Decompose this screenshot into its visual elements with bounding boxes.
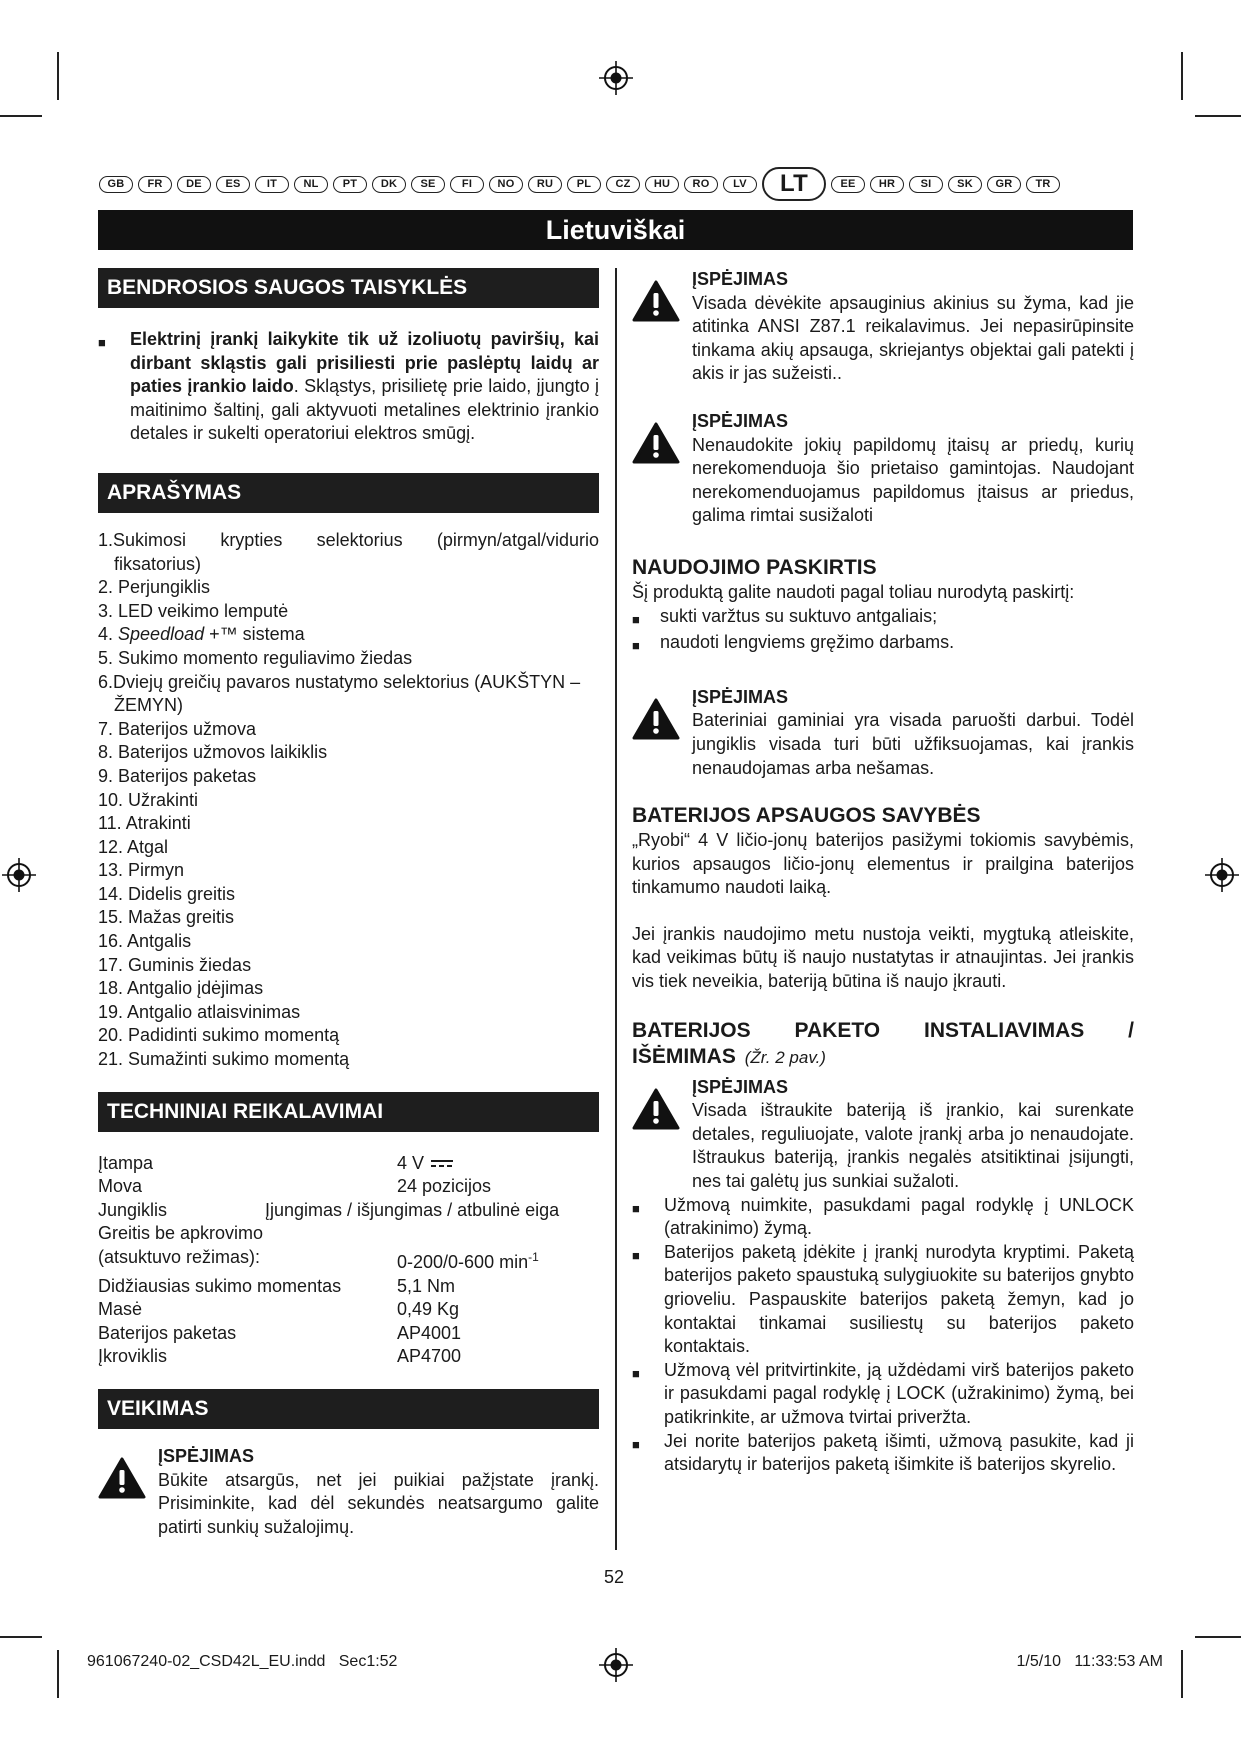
lang-badge-dk: DK	[372, 176, 406, 193]
footer-file-info: 961067240-02_CSD42L_EU.indd Sec1:52	[87, 1653, 398, 1670]
registration-mark-icon	[1205, 858, 1239, 892]
speedload-name: Speedload	[118, 624, 205, 645]
safety-rule-bold: Elektrinį įrankį laikykite tik už izoliuotų paviršių, kai dirbant skląstis gali prisiliesti prie paslėptų laidų ar paties įrankio laido	[130, 329, 599, 397]
warning-block	[632, 268, 1134, 386]
crop-mark	[57, 52, 59, 100]
list-item: ■ Užmovą nuimkite, pasukdami pagal rodyklę į UNLOCK (atrakinimo) žymą.	[632, 1194, 1134, 1241]
warning-title: ĮSPĖJIMAS	[692, 269, 789, 289]
list-item-number: 4.	[98, 624, 114, 645]
spec-label: Įkroviklis	[98, 1346, 168, 1367]
section-heading-safety: BENDROSIOS SAUGOS TAISYKLĖS	[98, 268, 599, 308]
safety-rule	[98, 328, 599, 446]
spec-row	[98, 1152, 599, 1176]
lang-badge-gr: GR	[987, 176, 1021, 193]
spec-row	[98, 1175, 599, 1199]
list-item: 2. Perjungiklis	[98, 577, 211, 598]
registration-mark-icon	[599, 61, 633, 95]
section-heading-operation: VEIKIMAS	[98, 1389, 599, 1429]
intended-use-intro: Šį produktą galite naudoti pagal toliau nurodytą paskirtį:	[632, 581, 1075, 602]
column-divider	[615, 268, 617, 1550]
warning-block	[632, 410, 1134, 528]
warning-text: Visada dėvėkite apsauginius akinius su žyma, kad jie atitinka ANSI Z87.1 reikalavimus. Jei nepasirūpinsite tinkama akių apsauga, skriejantys objektai gali patekti į akis ir jas sužeisti..	[692, 292, 1134, 384]
spec-label: (atsuktuvo režimas):	[98, 1247, 261, 1267]
lang-badge-nl: NL	[294, 176, 328, 193]
section-heading-battery-install: BATERIJOS PAKETO INSTALIAVIMAS /	[632, 1018, 1134, 1042]
lang-badge-tr: TR	[1026, 176, 1060, 193]
list-item	[98, 623, 599, 647]
registration-mark-icon	[599, 1648, 633, 1682]
list-item: ■ Jei norite baterijos paketą išimti, užmovą pasukite, kad ji atsidarytų ir baterijos paketą išimkite iš baterijos skyrelio.	[632, 1430, 1134, 1477]
warning-triangle-icon	[98, 1457, 146, 1499]
spec-value: 24 pozicijos	[397, 1176, 492, 1197]
bullet-square-icon: ■	[632, 611, 640, 627]
list-item: 7. Baterijos užmova	[98, 718, 257, 739]
spec-row	[98, 1222, 599, 1246]
right-column	[632, 268, 1134, 1477]
lang-badge-gb: GB	[99, 176, 133, 193]
safety-rule-text: . Skląstys, prisilietę prie laido, įjungto į maitinimo šaltinį, gali aktyvuoti metalines elektrinio įrankio detales ir sukelti operatoriui elektros smūgį.	[130, 376, 599, 444]
crop-mark	[1181, 52, 1183, 100]
crop-mark	[1195, 1636, 1241, 1638]
spec-label: Baterijos paketas	[98, 1322, 237, 1343]
spec-value: 5,1 Nm	[397, 1275, 456, 1296]
spec-label: Mova	[98, 1176, 143, 1197]
section-heading-intended-use: NAUDOJIMO PASKIRTIS	[632, 555, 877, 579]
spec-row	[98, 1275, 599, 1299]
list-item: ■ naudoti lengviems gręžimo darbams.	[632, 631, 1134, 658]
warning-triangle-icon	[632, 1088, 680, 1130]
warning-triangle-icon	[632, 422, 680, 464]
figure-reference: (Žr. 2 pav.)	[744, 1047, 826, 1067]
battery-protection-p2: Jei įrankis naudojimo metu nustoja veikti, mygtuką atleiskite, kad veikimas būtų iš naujo nustatytas ir atnaujintas. Jei įrankis vis tiek neveikia, bateriją būtina iš naujo įkrauti.	[632, 923, 1134, 992]
spec-label: Įtampa	[98, 1152, 154, 1173]
lang-badge-se: SE	[411, 176, 445, 193]
warning-title: ĮSPĖJIMAS	[158, 1445, 255, 1466]
lang-badge-fr: FR	[138, 176, 172, 193]
lang-badge-fi: FI	[450, 176, 484, 193]
bullet-square-icon: ■	[632, 1365, 640, 1381]
spec-value: AP4001	[397, 1322, 462, 1343]
spec-row	[98, 1199, 599, 1223]
bullet-square-icon: ■	[632, 1436, 640, 1452]
lang-badge-it: IT	[255, 176, 289, 193]
bullet-square-icon: ■	[632, 1200, 640, 1216]
lang-badge-ro: RO	[684, 176, 718, 193]
bullet-square-icon: ■	[632, 638, 640, 654]
list-item: 21. Sumažinti sukimo momentą	[98, 1049, 350, 1070]
list-item: 20. Padidinti sukimo momentą	[98, 1025, 340, 1046]
list-item: 17. Guminis žiedas	[98, 954, 252, 975]
lang-badge-de: DE	[177, 176, 211, 193]
warning-text: Nenaudokite jokių papildomų įtaisų ar priedų, kurių nerekomenduoja šio prietaiso gamintojas. Naudojant nerekomenduojamus papildomus įtaisus ar priedus, galima rimtai susižaloti	[692, 434, 1134, 526]
list-item: 11. Atrakinti	[98, 813, 191, 834]
lang-badge-pl: PL	[567, 176, 601, 193]
lang-badge-lv: LV	[723, 176, 757, 193]
page-number: 52	[604, 1567, 625, 1587]
warning-title: ĮSPĖJIMAS	[692, 410, 789, 431]
lang-badge-es: ES	[216, 176, 250, 193]
warning-triangle-icon	[632, 280, 680, 322]
warning-text: Būkite atsargūs, net jei puikiai pažįstate įrankį. Prisiminkite, kad dėl sekundės neatsargumo galite patirti sunkių sužalojimų.	[158, 1469, 599, 1537]
list-item: 9. Baterijos paketas	[98, 765, 257, 786]
lang-badge-no: NO	[489, 176, 523, 193]
spec-value: AP4700	[397, 1346, 462, 1367]
left-column	[98, 268, 599, 1539]
specs-table	[98, 1152, 599, 1369]
crop-mark	[1181, 1650, 1183, 1698]
list-item: 14. Didelis greitis	[98, 883, 236, 904]
lang-badge-hr: HR	[870, 176, 904, 193]
list-item: 19. Antgalio atlaisvinimas	[98, 1001, 301, 1022]
section-heading-specs: TECHNINIAI REIKALAVIMAI	[98, 1092, 599, 1132]
list-item: 16. Antgalis	[98, 931, 192, 952]
crop-mark	[1195, 115, 1241, 117]
list-item: 10. Užrakinti	[98, 789, 199, 810]
spec-value: 4 V	[397, 1152, 453, 1176]
language-bar	[99, 166, 1139, 202]
spec-value: 0-200/0-600 $\min^{-1}$	[397, 1250, 539, 1272]
list-item: 12. Atgal	[98, 836, 169, 857]
footer-timestamp: 1/5/10 11:33:53 AM	[1016, 1653, 1163, 1670]
spec-row	[98, 1298, 599, 1322]
lang-badge-ee: EE	[831, 176, 865, 193]
list-item: 15. Mažas greitis	[98, 907, 235, 928]
warning-triangle-icon	[632, 698, 680, 740]
crop-mark	[57, 1650, 59, 1698]
crop-mark	[0, 115, 42, 117]
battery-install-heading-line2: IŠĖMIMAS (Žr. 2 pav.)	[632, 1044, 826, 1068]
warning-block	[632, 686, 1134, 780]
parts-list	[98, 529, 599, 1072]
bullet-square-icon: ■	[98, 335, 106, 350]
spec-label: Didžiausias sukimo momentas	[98, 1275, 342, 1296]
dc-symbol-icon	[431, 1159, 453, 1169]
section-heading-description: APRAŠYMAS	[98, 473, 599, 513]
warning-block	[632, 1076, 1134, 1194]
warning-title: ĮSPĖJIMAS	[692, 686, 789, 707]
spec-label: Masė	[98, 1299, 143, 1320]
speedload-suffix: +™ sistema	[204, 624, 305, 645]
crop-mark	[0, 1636, 42, 1638]
list-item: 6.Dviejų greičių pavaros nustatymo selektorius (AUKŠTYN – ŽEMYN)	[98, 671, 581, 716]
lang-badge-cz: CZ	[606, 176, 640, 193]
lang-badge-si: SI	[909, 176, 943, 193]
list-item: 8. Baterijos užmovos laikiklis	[98, 742, 328, 763]
spec-unit-exponent: -1	[528, 1250, 539, 1264]
lang-badge-lt-active: LT	[762, 167, 826, 201]
list-item: 13. Pirmyn	[98, 860, 185, 881]
registration-mark-icon	[2, 858, 36, 892]
list-item: 1.Sukimosi krypties selektorius (pirmyn/atgal/vidurio fiksatorius)	[98, 529, 599, 574]
warning-block	[98, 1445, 599, 1539]
list-item: ■ Užmovą vėl pritvirtinkite, ją uždėdami virš baterijos paketo ir pasukdami pagal rodyklę į LOCK (užrakinimo) žymą, bei patikrinkite, ar užmova tvirtai priveržta.	[632, 1359, 1134, 1430]
lang-badge-ru: RU	[528, 176, 562, 193]
section-heading-battery-protection: BATERIJOS APSAUGOS SAVYBĖS	[632, 804, 981, 828]
spec-value: 0,49 Kg	[397, 1299, 460, 1320]
spec-row	[98, 1246, 599, 1275]
spec-label: Jungiklis	[98, 1199, 168, 1220]
lang-badge-pt: PT	[333, 176, 367, 193]
spec-label: Greitis be apkrovimo	[98, 1223, 264, 1244]
page-title: Lietuviškai	[98, 210, 1133, 250]
spec-row	[98, 1345, 599, 1369]
battery-protection-p1: „Ryobi“ 4 V ličio-jonų baterijos pasižymi tokiomis savybėmis, kurios apsaugos ličio-jonų elementus ir prailgina baterijos tinkamumo naudoti laiką.	[632, 830, 1134, 898]
list-item: 5. Sukimo momento reguliavimo žiedas	[98, 647, 413, 668]
warning-title: ĮSPĖJIMAS	[692, 1076, 789, 1097]
list-item: 3. LED veikimo lemputė	[98, 600, 289, 621]
spec-value: Įjungimas / išjungimas / atbulinė eiga	[265, 1199, 560, 1220]
lang-badge-hu: HU	[645, 176, 679, 193]
list-item: 18. Antgalio įdėjimas	[98, 978, 264, 999]
list-item: ■ Baterijos paketą įdėkite į įrankį nurodyta kryptimi. Paketą baterijos paketo spaustuką sulygiuokite su baterijos gnybto grioveliu. Paspauskite baterijos paketą žemyn, kad jo kontaktai tinkamai susiliestų su baterijos paketo kontaktais.	[632, 1241, 1134, 1359]
spec-row	[98, 1322, 599, 1346]
warning-text: Bateriniai gaminiai yra visada paruošti darbui. Todėl jungiklis visada turi būti užfiksuojamas, kai įrankis nenaudojamas arba nešamas.	[692, 710, 1134, 778]
lang-badge-sk: SK	[948, 176, 982, 193]
list-item: ■ sukti varžtus su suktuvo antgaliais;	[632, 605, 1134, 632]
warning-text: Visada ištraukite bateriją iš įrankio, kai surenkate detales, reguliuojate, valote įrankį arba jo nenaudojate. Ištraukus bateriją, įrankis negalės atsitiktinai įsijungti, nes tai galėtų jus sunkiai sužaloti.	[692, 1100, 1134, 1192]
bullet-square-icon: ■	[632, 1247, 640, 1263]
